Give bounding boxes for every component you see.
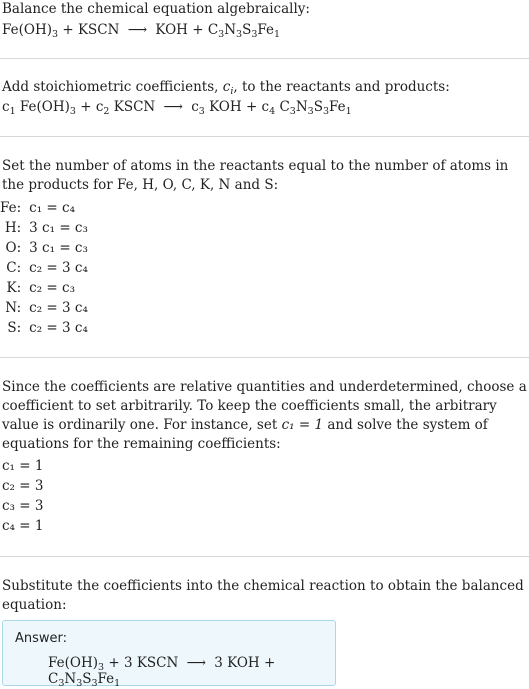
step4-text	[2, 378, 529, 454]
atom-equations	[0, 198, 529, 338]
eq-sub: 3	[251, 29, 258, 40]
species-sub: 3	[289, 106, 296, 117]
atom-equation-row	[0, 258, 88, 278]
element-label: H:	[4, 220, 22, 236]
species: KSCN	[109, 99, 160, 115]
element-label: O:	[5, 240, 22, 256]
step2-text-a: Add stoichiometric coefficients,	[2, 79, 223, 95]
element-label: N:	[5, 300, 22, 316]
species-sub: 3	[307, 106, 314, 117]
eq-term: Fe(OH)	[2, 22, 52, 38]
species-sub: 3	[69, 106, 76, 117]
eq-term: N	[224, 22, 237, 38]
step2-text	[2, 78, 529, 97]
step1-section	[0, 0, 529, 40]
reaction-arrow: ⟶	[127, 22, 148, 38]
atom-equation-row	[0, 298, 88, 318]
eq-sub: 3	[218, 29, 225, 40]
step3-text: Set the number of atoms in the reactants equal to the number of atoms in the products for Fe, H, O, C, K, N and S:	[2, 158, 509, 193]
solution-line: c₄ = 1	[2, 518, 44, 534]
species: 3 KOH + C	[48, 655, 276, 687]
solution-line: c₁ = 1	[2, 458, 44, 474]
atom-equations-table	[0, 198, 88, 338]
species: KOH +	[204, 99, 262, 115]
answer-label: Answer:	[15, 631, 68, 646]
step4-text-a: Since the coefficients are relative quantities and underdetermined, choose a coefficient to set arbitrarily. To keep the coefficients small, the arbitrary value is ordinarily one. For instance, set	[2, 379, 527, 433]
species: Fe(OH)	[48, 655, 98, 671]
species: C	[275, 99, 290, 115]
eq-term: + KSCN	[58, 22, 124, 38]
plus: +	[75, 99, 96, 115]
coef: c	[261, 99, 270, 115]
eq-term: KOH + C	[151, 22, 219, 38]
element-label: Fe:	[0, 200, 22, 216]
atom-equation-row	[0, 278, 88, 298]
species-sub: 3	[91, 678, 98, 689]
step5-text: Substitute the coefficients into the chemical reaction to obtain the balanced equation:	[2, 578, 524, 613]
species-sub: 1	[114, 678, 121, 689]
solution-line: c₃ = 3	[2, 498, 44, 514]
divider	[0, 136, 529, 137]
step3-section	[0, 157, 529, 195]
species: N	[295, 99, 308, 115]
reaction-arrow: ⟶	[163, 99, 183, 115]
eq-sub: 3	[236, 29, 243, 40]
coef: c	[2, 99, 10, 115]
species-sub: 3	[98, 662, 105, 673]
step4-section	[0, 378, 529, 454]
species: N	[64, 671, 77, 687]
eq-sub: 1	[273, 29, 281, 40]
eq-term: Fe	[257, 22, 274, 38]
solution-list	[0, 456, 529, 536]
answer-equation	[48, 655, 335, 687]
step2-section	[0, 78, 529, 117]
answer-box	[2, 620, 336, 689]
step1-text: Balance the chemical equation algebraically:	[2, 1, 310, 17]
atom-equation-row	[0, 238, 88, 258]
species: + 3 KSCN	[104, 655, 183, 671]
divider	[0, 357, 529, 358]
eq-sub: 3	[52, 29, 59, 40]
element-label: C:	[6, 260, 22, 276]
coef-sub: 1	[9, 106, 16, 117]
coef-sub: 4	[269, 106, 276, 117]
species-sub: 3	[76, 678, 83, 689]
coef-sub: 3	[198, 106, 205, 117]
element-label: K:	[6, 280, 22, 296]
species-sub: 1	[345, 106, 352, 117]
divider	[0, 58, 529, 59]
eq-term: S	[242, 22, 252, 38]
step5-section	[0, 577, 529, 615]
atom-equation-row	[0, 318, 88, 338]
step4-var: c₁ = 1	[281, 417, 324, 433]
coef-var: c	[222, 79, 231, 95]
atom-equation: 3 c₁ = c₃	[29, 240, 88, 256]
coef: c	[191, 99, 199, 115]
atom-equation: c₂ = c₃	[29, 280, 76, 296]
reaction-arrow: ⟶	[186, 655, 206, 671]
species: S	[82, 671, 92, 687]
step2-equation	[2, 98, 529, 117]
atom-equation: c₂ = 3 c₄	[29, 300, 88, 316]
atom-equation: c₂ = 3 c₄	[29, 260, 88, 276]
species: Fe	[328, 99, 346, 115]
species: Fe(OH)	[15, 99, 70, 115]
species-sub: 3	[58, 678, 65, 689]
species: S	[313, 99, 323, 115]
coef: c	[95, 99, 104, 115]
element-label: S:	[7, 320, 22, 336]
step4-text-b: and solve the system of equations for the remaining coefficients:	[2, 417, 488, 452]
step2-text-b: , to the reactants and products:	[233, 79, 450, 95]
atom-equation: c₂ = 3 c₄	[29, 320, 88, 336]
species-sub: 3	[322, 106, 329, 117]
step1-equation	[2, 21, 529, 40]
coef-sub: 2	[103, 106, 110, 117]
atom-equation-row	[0, 198, 88, 218]
coef-sub: i	[230, 86, 234, 97]
atom-equation: 3 c₁ = c₃	[29, 220, 88, 236]
solution-line: c₂ = 3	[2, 478, 44, 494]
species: Fe	[97, 671, 115, 687]
divider	[0, 556, 529, 557]
atom-equation-row	[0, 218, 88, 238]
atom-equation: c₁ = c₄	[29, 200, 76, 216]
